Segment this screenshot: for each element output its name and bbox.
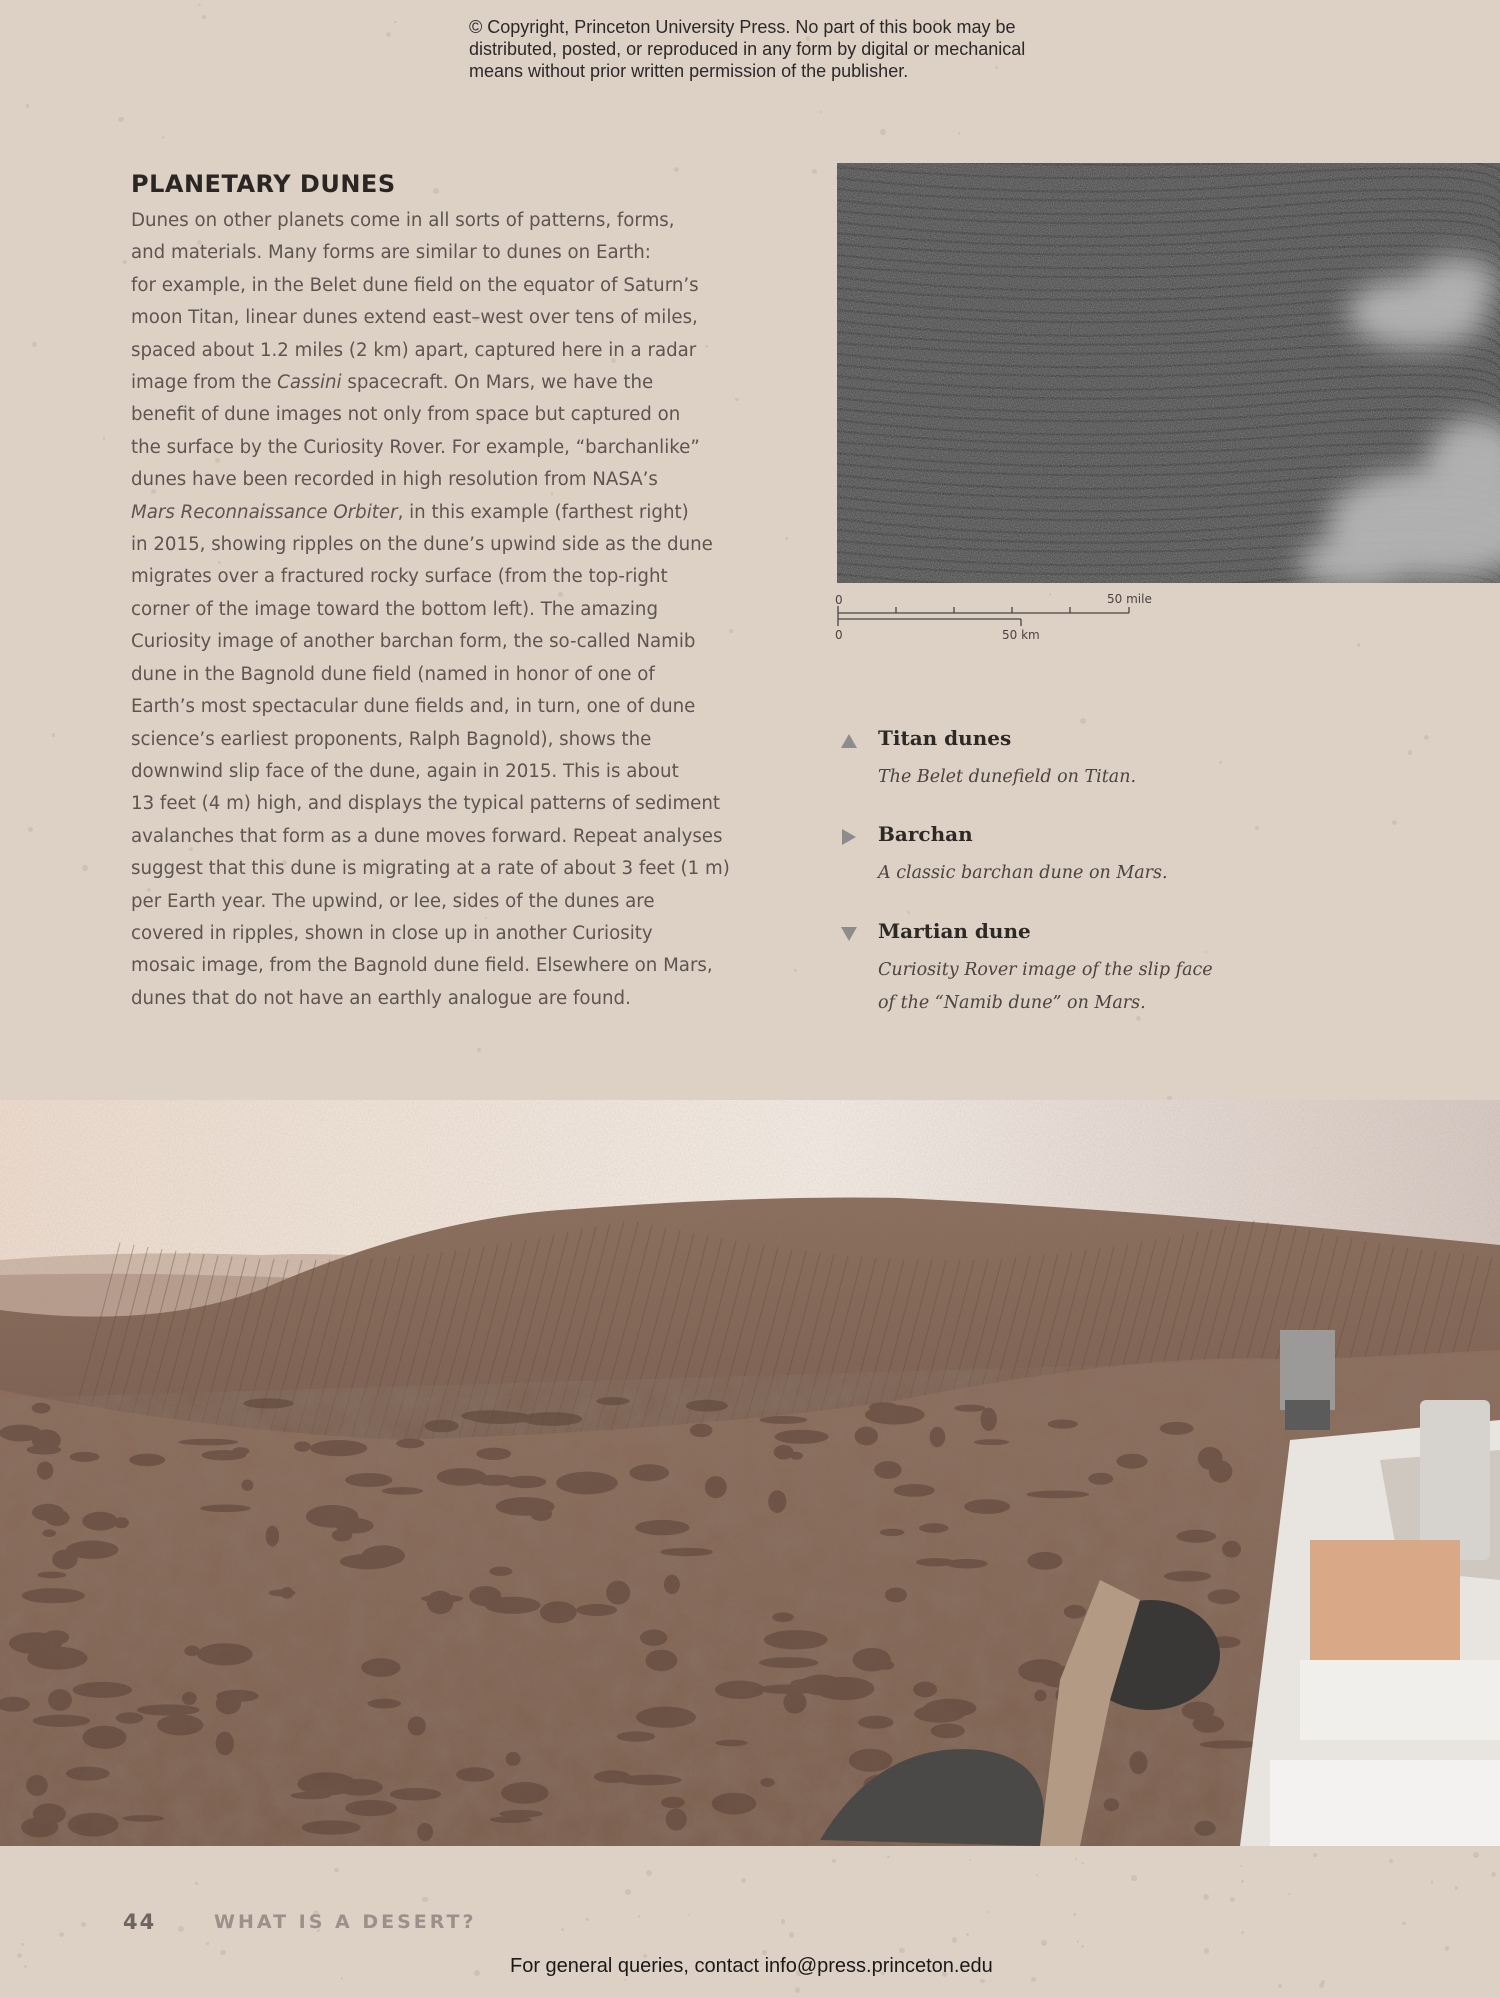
caption-text [878,761,1136,794]
body-line: covered in ripples, shown in close up in another Curiosity [131,922,653,944]
body-line: dunes that do not have an earthly analogue are found. [131,987,631,1009]
body-line: migrates over a fractured rocky surface (from the top-right [131,566,668,588]
body-line: Curiosity image of another barchan form, the so-called Namib [131,631,696,653]
triangle-down-icon [840,925,858,943]
copyright-line: © Copyright, Princeton University Press. No part of this book may be [469,17,1016,37]
triangle-right-icon [840,828,858,846]
body-line: mosaic image, from the Bagnold dune field. Elsewhere on Mars, [131,955,713,977]
article-body [131,205,731,1015]
body-line: corner of the image toward the bottom left). The amazing [131,598,658,620]
scale-mile-zero: 0 [835,593,843,607]
caption-title: Barchan [878,822,973,846]
body-line: spaced about 1.2 miles (2 km) apart, captured here in a radar [131,339,697,361]
copyright-line: means without prior written permission of the publisher. [469,61,909,81]
body-line: in 2015, showing ripples on the dune’s upwind side as the dune [131,534,713,556]
scale-mile-label: 50 mile [1107,592,1152,606]
body-line: benefit of dune images not only from space but captured on [131,404,681,426]
body-line: suggest that this dune is migrating at a rate of about 3 feet (1 m) [131,858,730,880]
caption-line: A classic barchan dune on Mars. [878,863,1168,883]
body-line: Dunes on other planets come in all sorts of patterns, forms, [131,210,675,231]
body-text-run: image from the [131,372,278,394]
italic-title: Cassini [277,372,342,394]
caption-titan-dunes [840,726,1320,786]
scale-km-label: 50 km [1002,628,1040,642]
section-title: PLANETARY DUNES [131,170,396,198]
page-number: 44 [123,1910,157,1934]
body-line: and materials. Many forms are similar to dunes on Earth: [131,242,651,264]
body-line: dune in the Bagnold dune field (named in honor of one of [131,663,655,685]
body-line [131,497,731,529]
copyright-line: distributed, posted, or reproduced in any form by digital or mechanical [469,39,1026,59]
scale-km-zero: 0 [835,628,843,642]
body-line: the surface by the Curiosity Rover. For example, “barchanlike” [131,436,700,458]
running-section-title: WHAT IS A DESERT? [214,1911,477,1933]
contact-line: For general queries, contact info@press.princeton.edu [510,1955,993,1977]
body-line: downwind slip face of the dune, again in 2015. This is about [131,760,679,782]
body-line: dunes have been recorded in high resolution from NASA’s [131,469,658,491]
body-line: 13 feet (4 m) high, and displays the typical patterns of sediment [131,793,721,815]
body-line: Earth’s most spectacular dune fields and, in turn, one of dune [131,696,696,718]
italic-title: Mars Reconnaissance Orbiter [131,501,398,523]
body-line: moon Titan, linear dunes extend east–west over tens of miles, [131,307,698,329]
mars-namib-dune-photo [0,1100,1500,1846]
body-line [131,367,731,399]
body-line: for example, in the Belet dune field on the equator of Saturn’s [131,274,699,296]
body-line: avalanches that form as a dune moves forward. Repeat analyses [131,825,723,847]
scale-bar [830,588,1170,648]
caption-text [878,954,1213,1019]
caption-line: The Belet dunefield on Titan. [878,767,1137,787]
caption-line: Curiosity Rover image of the slip face [878,960,1213,980]
body-text-run: spacecraft. On Mars, we have the [341,372,654,394]
caption-title: Titan dunes [878,726,1012,750]
caption-barchan [840,822,1320,882]
copyright-notice [469,16,1089,82]
triangle-up-icon [840,732,858,750]
body-line: per Earth year. The upwind, or lee, sides of the dunes are [131,890,655,912]
caption-line: of the “Namib dune” on Mars. [878,992,1146,1013]
caption-martian-dune [840,919,1320,1013]
titan-dunes-radar-image [837,163,1500,583]
body-line: science’s earliest proponents, Ralph Bagnold), shows the [131,728,652,750]
caption-text [878,857,1168,890]
body-text-run: , in this example (farthest right) [397,501,689,523]
caption-title: Martian dune [878,919,1031,943]
